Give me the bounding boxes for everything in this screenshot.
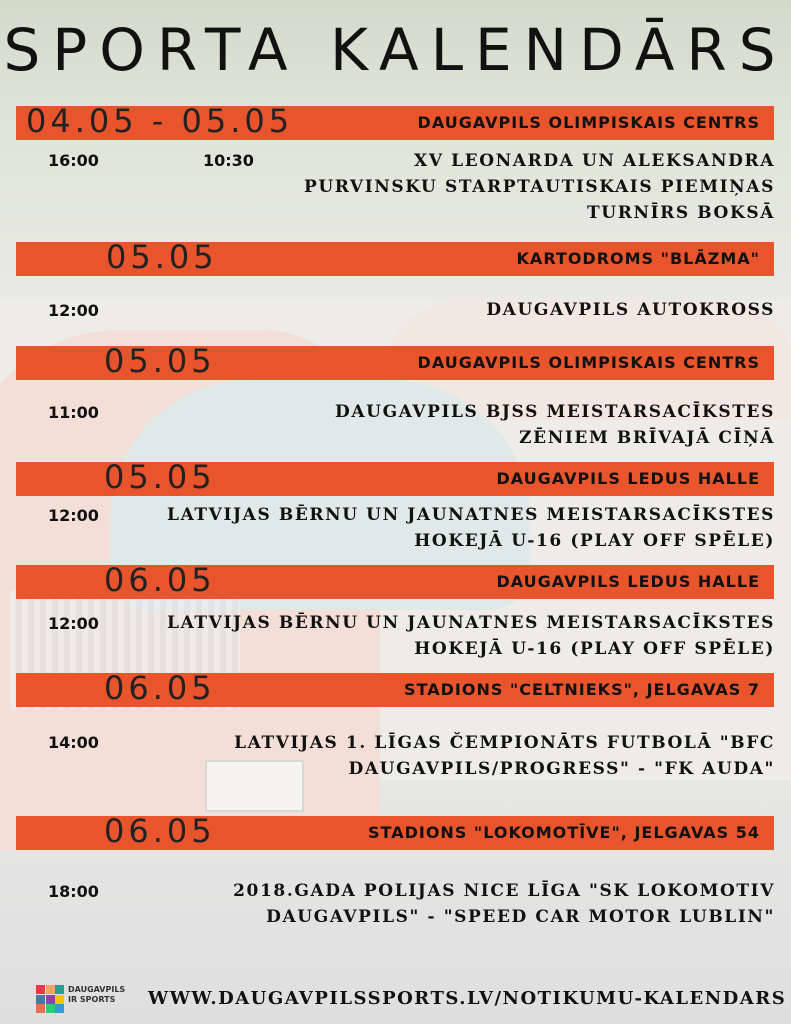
event-venue: DAUGAVPILS LEDUS HALLE [496,469,760,488]
event-time: 10:30 [203,151,254,170]
footer-url-link[interactable]: WWW.DAUGAVPILSSPORTS.LV/NOTIKUMU-KALENDARS [148,988,787,1009]
event-header [16,812,774,850]
logo-square [55,985,64,994]
event-date: 06.05 [104,812,216,850]
event-venue: KARTODROMS "BLĀZMA" [516,249,760,268]
event-description: XV LEONARDA UN ALEKSANDRA PURVINSKU STARPTAUTISKAIS PIEMIŅAS TURNĪRS BOKSĀ [303,151,775,223]
event-header [16,561,774,599]
event-date: 04.05 - 05.05 [26,102,294,140]
event-time: 12:00 [48,614,99,633]
event-header [16,458,774,496]
logo-text [68,985,125,1005]
event-description: LATVIJAS BĒRNU UN JAUNATNES MEISTARSACĪKSTES HOKEJĀ U-16 (PLAY OFF SPĒLE) [167,505,775,551]
page-title: SPORTA KALENDĀRS [3,16,788,84]
event-date: 05.05 [104,458,216,496]
event-venue: STADIONS "CELTNIEKS", JELGAVAS 7 [404,680,760,699]
event-venue: STADIONS "LOKOMOTĪVE", JELGAVAS 54 [368,823,760,842]
logo-square [46,985,55,994]
logo-square [36,1004,45,1013]
event-time: 14:00 [48,733,99,752]
event-venue: DAUGAVPILS OLIMPISKAIS CENTRS [417,353,760,372]
logo-line-1: DAUGAVPILS [68,985,126,994]
logo-square [46,995,55,1004]
logo-square [46,1004,55,1013]
event-description: DAUGAVPILS BJSS MEISTARSACĪKSTES ZĒNIEM BRĪVAJĀ CĪŅĀ [335,402,775,448]
event-header [16,102,774,140]
event-time: 18:00 [48,882,99,901]
logo-square [36,985,45,994]
logo-square [55,995,64,1004]
logo-square [36,995,45,1004]
event-header [16,238,774,276]
event-time: 12:00 [48,506,99,525]
event-venue: DAUGAVPILS LEDUS HALLE [496,572,760,591]
logo-line-2: IR SPORTS [68,995,116,1004]
event-time: 12:00 [48,301,99,320]
logo-mark-icon [36,985,64,1013]
event-header [16,342,774,380]
event-venue: DAUGAVPILS OLIMPISKAIS CENTRS [417,113,760,132]
event-description: LATVIJAS BĒRNU UN JAUNATNES MEISTARSACĪKSTES HOKEJĀ U-16 (PLAY OFF SPĒLE) [167,613,775,659]
event-date: 06.05 [104,561,216,599]
logo-square [55,1004,64,1013]
event-date: 06.05 [104,669,216,707]
event-date: 05.05 [106,238,218,276]
event-header [16,669,774,707]
event-description: 2018.GADA POLIJAS NICE LĪGA "SK LOKOMOTIV DAUGAVPILS" - "SPEED CAR MOTOR LUBLIN" [233,881,775,927]
event-date: 05.05 [104,342,216,380]
event-time: 16:00 [48,151,99,170]
daugavpils-sports-logo [36,983,126,1017]
event-description: DAUGAVPILS AUTOKROSS [486,300,775,320]
event-description: LATVIJAS 1. LĪGAS ČEMPIONĀTS FUTBOLĀ "BFC DAUGAVPILS/PROGRESS" - "FK AUDA" [234,733,775,779]
event-time: 11:00 [48,403,99,422]
